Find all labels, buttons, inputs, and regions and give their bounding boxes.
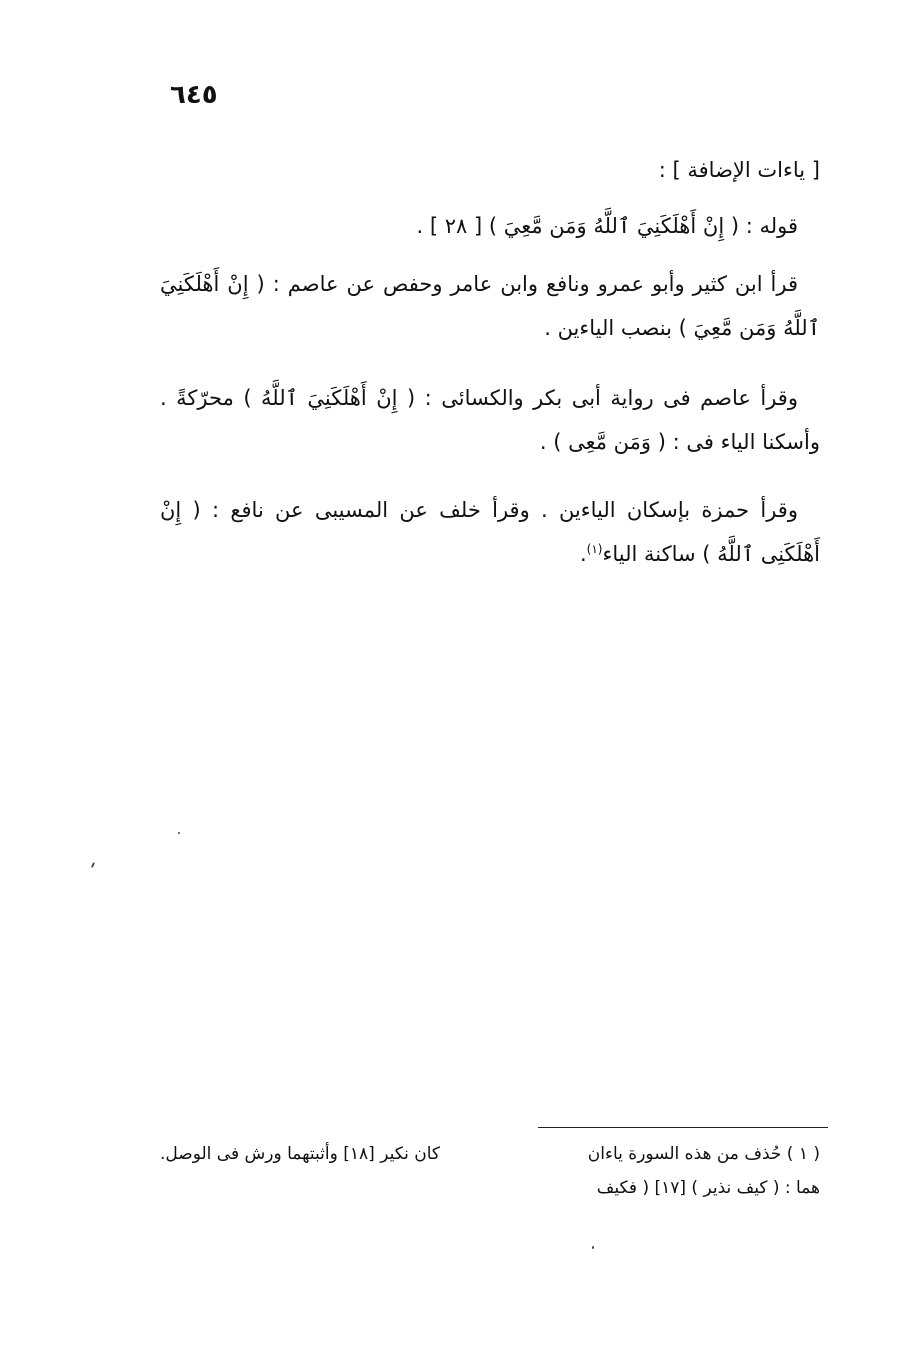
page-number: ٦٤٥ [170, 80, 218, 110]
scan-speck [592, 1246, 594, 1249]
footnote-line-1-start: ( ١ ) حُذف من هذه السورة ياءان [587, 1144, 820, 1164]
footnote-line-1 [160, 1137, 820, 1171]
verse-text: قوله : ( إِنْ أَهْلَكَنِيَ ٱللَّهُ وَمَن مَّعِيَ ) [ ٢٨ ] . [416, 214, 798, 238]
reading-text-3-end: . [579, 542, 587, 566]
reading-paragraph-1 [160, 262, 820, 350]
verse-paragraph [160, 204, 820, 248]
reading-text-2: وقرأ عاصم فى رواية أبى بكر والكسائى : ( إِنْ أَهْلَكَنِيَ ٱللَّهُ ) محرّكةً . وأسكنا الياء فى : ( وَمَن مَّعِى ) . [160, 386, 820, 454]
scan-speck [91, 862, 95, 868]
scan-speck [178, 832, 180, 834]
footnote-divider [538, 1127, 828, 1128]
reading-text-1: قرأ ابن كثير وأبو عمرو ونافع وابن عامر وحفص عن عاصم : ( إِنْ أَهْلَكَنِيَ ٱللَّهُ وَمَن مَّعِيَ ) بنصب الياءين . [160, 272, 820, 340]
footnote-line-2 [160, 1171, 820, 1205]
footnote-line-2-start: هما : ( كيف نذير ) [١٧] ( فكيف [596, 1178, 820, 1198]
footnote-reference[interactable]: (١) [586, 542, 603, 556]
footnote [160, 1137, 820, 1205]
reading-text-3: وقرأ حمزة بإسكان الياءين . وقرأ خلف عن المسيبى عن نافع : ( إِنْ أَهْلَكَنِى ٱللَّهُ ) ساكنة الياء [160, 498, 820, 566]
section-heading: [ ياءات الإضافة ] : [658, 158, 820, 182]
reading-paragraph-3 [160, 488, 820, 576]
footnote-line-1-end: كان نكير [١٨] وأثبتهما ورش فى الوصل. [160, 1144, 440, 1164]
reading-paragraph-2 [160, 376, 820, 464]
